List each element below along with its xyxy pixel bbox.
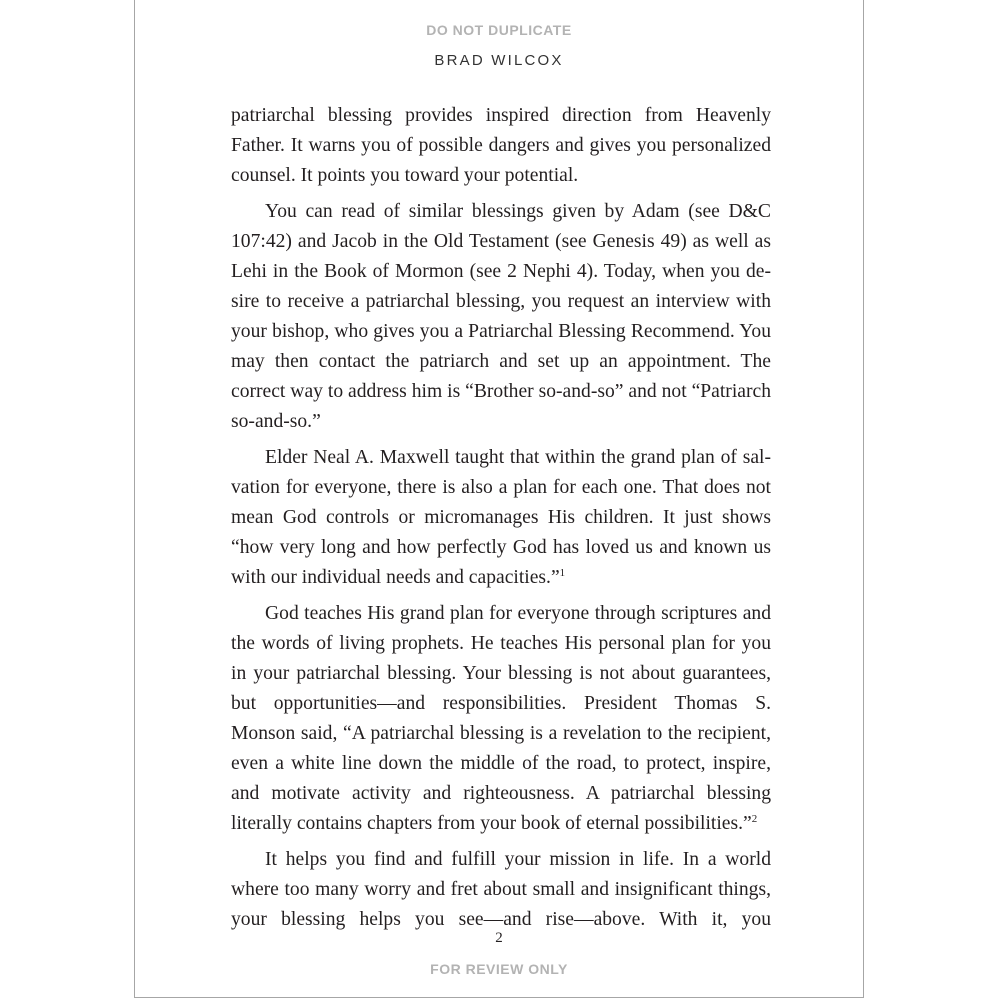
running-head-author: BRAD WILCOX xyxy=(434,52,564,69)
paragraph-3 xyxy=(231,443,771,593)
paragraph-5: It helps you find and fulfill your mission in life. In a world where too many worry and fret about small and insignificant things, your blessing helps you see—and rise—above. With it, you xyxy=(231,849,771,930)
book-page xyxy=(134,0,864,998)
body-text xyxy=(231,101,771,935)
paragraph-2: You can read of similar blessings given by Adam (see D&C 107:42) and Jacob in the Old Testament (see Genesis 49) as well as Lehi in the Book of Mormon (see 2 Nephi 4). Today, when you desire to receive a patriarchal blessing, you request an interview with your bishop, who gives you a Patriarchal Blessing Recommend. You may then contact the patriarch and set up an appointment. The correct way to address him is “Brother so-and-so” and not “Patriarch so-and-so.” xyxy=(231,201,771,432)
paragraph-3-text: Elder Neal A. Maxwell taught that within the grand plan of salvation for everyone, there is also a plan for each one. That does not mean God controls or micromanages His children. It just shows “how very long and how perfectly God has loved us and known us with our individual needs and capacities.” xyxy=(231,447,771,588)
paragraph-4-text: God teaches His grand plan for everyone through scriptures and the words of living prophets. He teaches His personal plan for you in your patriarchal blessing. Your blessing is not about guarantees, but opportunities—and responsibilities. President Thomas S. Monson said, “A patriarchal blessing is a revelation to the recipient, even a white line down the middle of the road, to protect, inspire, and motivate activity and righteousness. A patriarchal blessing literally contains chapters from your book of eternal possibilities.” xyxy=(231,603,771,834)
paragraph-4 xyxy=(231,599,771,839)
watermark-bottom: FOR REVIEW ONLY xyxy=(430,961,568,977)
paragraph-1: patriarchal blessing provides inspired direction from Heavenly Father. It warns you of possible dangers and gives you personalized counsel. It points you toward your potential. xyxy=(231,105,771,186)
footnote-ref-1: 1 xyxy=(559,567,566,579)
footnote-ref-2: 2 xyxy=(751,813,758,825)
page-number: 2 xyxy=(495,930,503,946)
watermark-top: DO NOT DUPLICATE xyxy=(426,22,572,38)
